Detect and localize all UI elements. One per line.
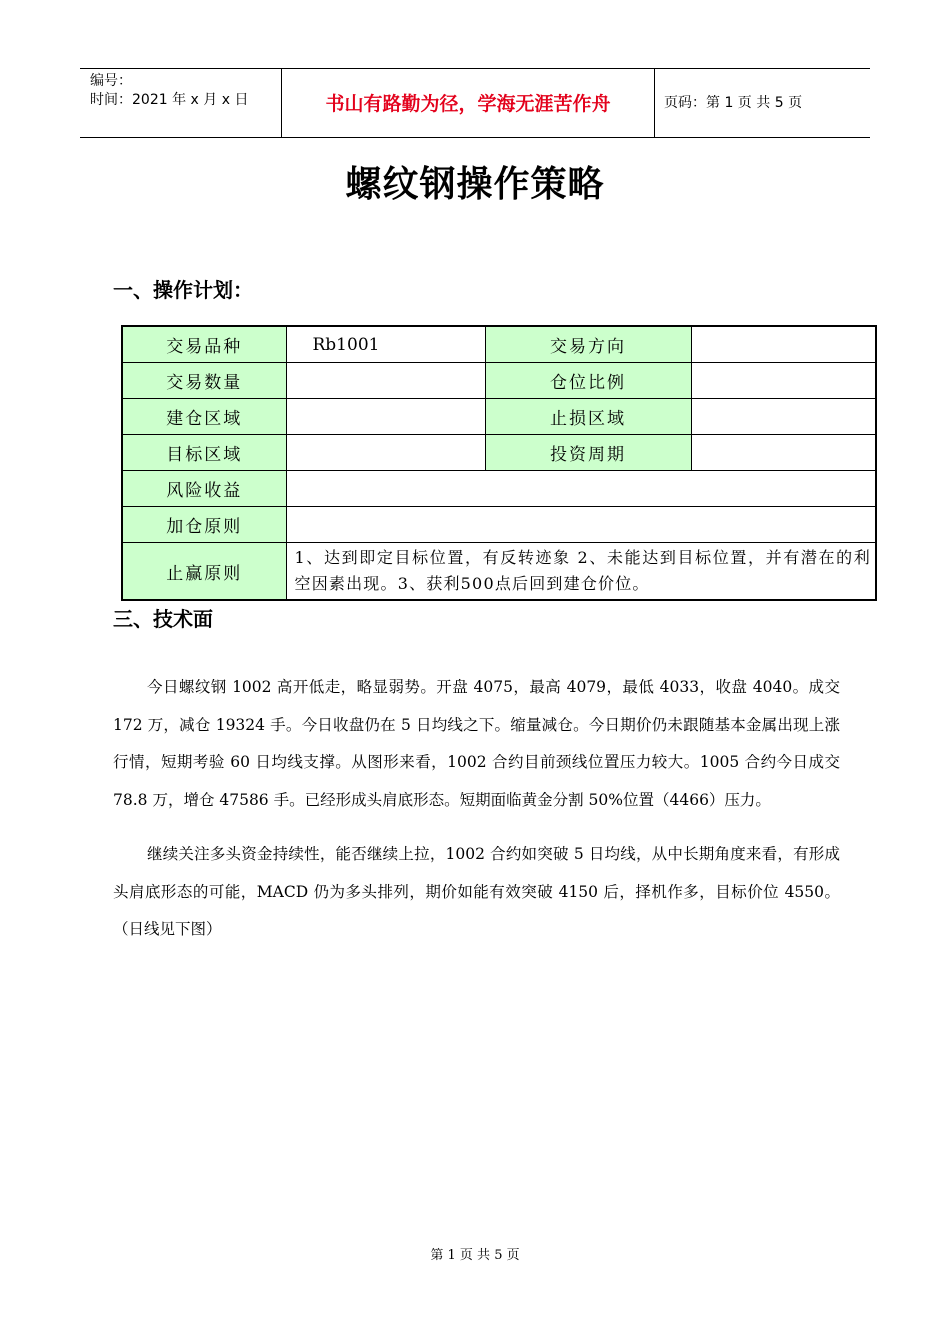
motto: 书山有路勤为径，学海无涯苦作舟	[325, 93, 611, 115]
table-row	[122, 543, 876, 601]
table-row	[122, 507, 876, 543]
take-profit-value: 1、达到即定目标位置，有反转迹象 2、未能达到目标位置，并有潜在的利空因素出现。3、获利500点后回到建仓价位。	[286, 543, 876, 601]
entry-zone-value	[286, 399, 485, 435]
position-ratio-value	[691, 363, 876, 399]
add-position-label: 加仓原则	[122, 507, 286, 543]
stop-loss-value	[691, 399, 876, 435]
risk-return-value	[286, 471, 876, 507]
document-date: 时间：2021 年 x 月 x 日	[90, 92, 249, 108]
trade-variety-value: Rb1001	[286, 326, 485, 363]
trade-quantity-value	[286, 363, 485, 399]
table-row	[122, 471, 876, 507]
page-footer: 第 1 页 共 5 页	[430, 1248, 520, 1263]
risk-return-label: 风险收益	[122, 471, 286, 507]
position-ratio-label: 仓位比例	[485, 363, 691, 399]
table-row	[122, 435, 876, 471]
technical-paragraph-1: 今日螺纹钢 1002 高开低走，略显弱势。开盘 4075，最高 4079，最低 4033，收盘 4040。成交 172 万，减仓 19324 手。今日收盘仍在 5 日均线之下。缩量减仓。今日期价仍未跟随基本金属出现上涨行情，短期考验 60 日均线支撑。从图形来看，1002 合约目前颈线位置压力较大。1005 合约今日成交 78.8 万，增仓 47586 手。已经形成头肩底形态。短期面临黄金分割 50%位置（4466）压力。	[113, 678, 840, 809]
table-row	[122, 363, 876, 399]
technical-paragraph-2: 继续关注多头资金持续性，能否继续上拉，1002 合约如突破 5 日均线，从中长期角度来看，有形成头肩底形态的可能，MACD 仍为多头排列，期价如能有效突破 4150 后，择机作多，目标价位 4550。（日线见下图）	[113, 845, 840, 938]
document-header	[80, 68, 870, 138]
invest-period-value	[691, 435, 876, 471]
table-row	[122, 399, 876, 435]
target-zone-value	[286, 435, 485, 471]
entry-zone-label: 建仓区域	[122, 399, 286, 435]
invest-period-label: 投资周期	[485, 435, 691, 471]
trade-quantity-label: 交易数量	[122, 363, 286, 399]
trade-direction-label: 交易方向	[485, 326, 691, 363]
page-title: 螺纹钢操作策略	[345, 164, 605, 205]
header-motto-cell	[281, 69, 655, 137]
section-heading-technical: 三、技术面	[113, 607, 213, 631]
header-info-cell	[80, 69, 280, 137]
trade-variety-label: 交易品种	[122, 326, 286, 363]
trade-direction-value	[691, 326, 876, 363]
take-profit-label: 止赢原则	[122, 543, 286, 601]
table-row	[122, 326, 876, 363]
add-position-value	[286, 507, 876, 543]
document-number: 编号：	[90, 73, 132, 89]
section-heading-plan: 一、操作计划：	[113, 278, 253, 302]
target-zone-label: 目标区域	[122, 435, 286, 471]
page-code: 页码：第 1 页 共 5 页	[664, 95, 803, 111]
operation-plan-table	[121, 325, 877, 601]
stop-loss-label: 止损区域	[485, 399, 691, 435]
header-page-cell	[655, 69, 870, 137]
